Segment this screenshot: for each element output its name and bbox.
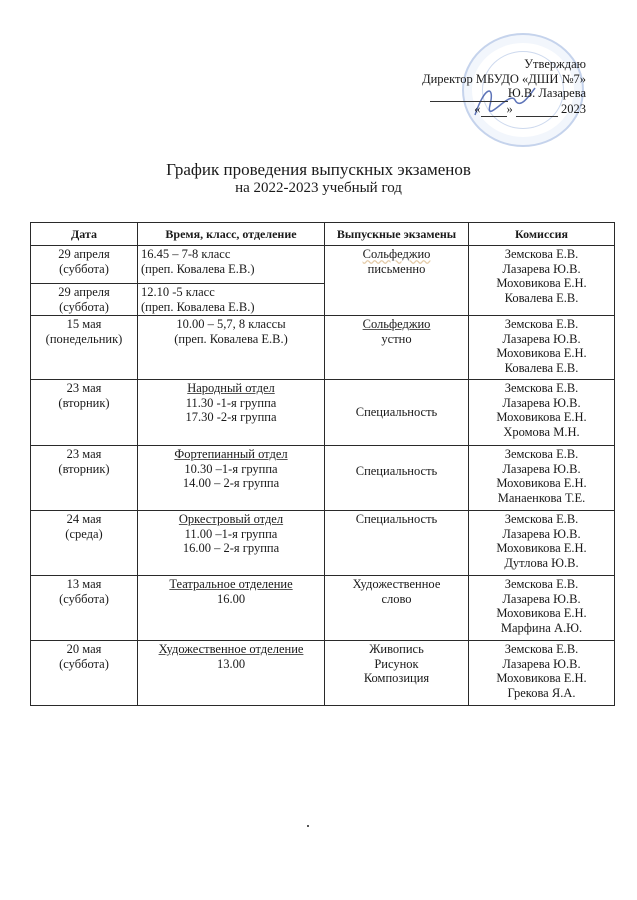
time-cell [138, 316, 325, 380]
commission-cell [469, 446, 615, 511]
commission-member: Лазарева Ю.В. [502, 261, 581, 276]
title-line-2: на 2022-2023 учебный год [235, 180, 402, 196]
approval-year: 2023 [561, 101, 586, 116]
commission-member: Грекова Я.А. [507, 685, 576, 700]
header-date: Дата [31, 223, 138, 246]
table-row [31, 576, 615, 641]
time-line: 14.00 – 2-я группа [182, 476, 280, 491]
exam-form: письменно [367, 261, 426, 276]
time-line: 17.30 -2-я группа [185, 410, 277, 425]
time-line: 16.00 – 2-я группа [182, 541, 280, 556]
time-line: (преп. Ковалева Е.В.) [174, 331, 288, 346]
time-line: 11.30 -1-я группа [185, 395, 277, 410]
time-line: (преп. Ковалева Е.В.) [141, 261, 255, 276]
commission-member: Земскова Е.В. [504, 381, 579, 396]
commission-cell [469, 246, 615, 316]
date: 29 апреля [58, 285, 110, 299]
exam-subject: Композиция [363, 671, 430, 686]
commission-member: Лазарева Ю.В. [502, 331, 581, 346]
time-cell [138, 246, 325, 284]
commission-cell [469, 576, 615, 641]
exam-cell [325, 380, 469, 446]
approval-block [422, 57, 586, 117]
time-cell [138, 284, 325, 316]
department-name: Художественное отделение [158, 642, 304, 657]
commission-member: Ковалева Е.В. [504, 360, 579, 375]
commission-member: Моховикова Е.Н. [496, 606, 587, 621]
table-row [31, 641, 615, 706]
time-cell [138, 446, 325, 511]
date: 13 мая [66, 577, 102, 592]
commission-cell [469, 380, 615, 446]
weekday: (суббота) [59, 261, 109, 276]
exam-subject: Художественное [352, 577, 441, 592]
commission-member: Лазарева Ю.В. [502, 656, 581, 671]
weekday: (среда) [65, 526, 103, 541]
exam-cell [325, 246, 469, 316]
exam-cell [325, 641, 469, 706]
approval-date: « » 2023 [474, 101, 586, 116]
commission-member: Земскова Е.В. [504, 642, 579, 657]
commission-cell [469, 316, 615, 380]
commission-member: Моховикова Е.Н. [496, 671, 587, 686]
date-cell [31, 380, 138, 446]
commission-member: Дутлова Ю.В. [504, 555, 579, 570]
time-line: 13.00 [216, 656, 246, 671]
commission-member: Лазарева Ю.В. [502, 461, 581, 476]
exam-subject: слово [381, 591, 412, 606]
date-cell [31, 446, 138, 511]
commission-cell [469, 641, 615, 706]
time-line: (преп. Ковалева Е.В.) [141, 299, 255, 314]
department-name: Фортепианный отдел [174, 447, 288, 462]
commission-member: Моховикова Е.Н. [496, 476, 587, 491]
commission-member: Земскова Е.В. [504, 247, 579, 261]
department-name: Оркестровый отдел [178, 512, 284, 527]
date-cell [31, 246, 138, 284]
exam-subject: Сольфеджио [362, 247, 431, 261]
time-cell [138, 511, 325, 576]
approval-line-3 [422, 86, 586, 102]
weekday: (суббота) [59, 299, 109, 314]
exam-cell [325, 446, 469, 511]
commission-member: Моховикова Е.Н. [496, 346, 587, 361]
table-row [31, 380, 615, 446]
date-cell [31, 576, 138, 641]
commission-member: Лазарева Ю.В. [502, 591, 581, 606]
exam-subject: Специальность [355, 405, 438, 420]
exam-subject: Живопись [369, 642, 424, 657]
approval-line-1: Утверждаю [524, 57, 586, 71]
commission-member: Земскова Е.В. [504, 577, 579, 592]
department-name: Театральное отделение [169, 577, 293, 592]
date-cell [31, 641, 138, 706]
weekday: (суббота) [59, 656, 109, 671]
table-row [31, 446, 615, 511]
table-row [31, 316, 615, 380]
commission-cell [469, 511, 615, 576]
commission-member: Ковалева Е.В. [504, 290, 579, 305]
time-cell [138, 576, 325, 641]
time-line: 10.00 – 5,7, 8 классы [176, 317, 286, 332]
commission-member: Земскова Е.В. [504, 512, 579, 527]
exam-subject: Сольфеджио [362, 317, 431, 332]
date: 23 мая [66, 381, 102, 396]
date-cell [31, 316, 138, 380]
commission-member: Моховикова Е.Н. [496, 410, 587, 425]
scan-speck [307, 825, 309, 827]
table-row [31, 246, 615, 284]
table-header-row [31, 223, 615, 246]
weekday: (вторник) [58, 461, 110, 476]
time-line: 11.00 –1-я группа [184, 526, 278, 541]
date: 15 мая [66, 317, 102, 332]
department-name: Народный отдел [187, 381, 275, 396]
date-cell [31, 284, 138, 316]
weekday: (понедельник) [45, 331, 123, 346]
exam-cell [325, 316, 469, 380]
time-cell [138, 380, 325, 446]
exam-subject: Специальность [355, 512, 438, 527]
weekday: (суббота) [59, 591, 109, 606]
commission-member: Земскова Е.В. [504, 447, 579, 462]
commission-member: Земскова Е.В. [504, 317, 579, 332]
header-commission: Комиссия [469, 223, 615, 246]
date: 20 мая [66, 642, 102, 657]
time-line: 12.10 -5 класс [141, 285, 215, 299]
commission-member: Хромова М.Н. [503, 424, 580, 439]
exam-schedule-table [30, 222, 615, 706]
time-line: 10.30 –1-я группа [184, 461, 278, 476]
date: 24 мая [66, 512, 102, 527]
commission-member: Моховикова Е.Н. [496, 541, 587, 556]
date: 23 мая [66, 447, 102, 462]
commission-member: Лазарева Ю.В. [502, 526, 581, 541]
date-cell [31, 511, 138, 576]
title-line-1: График проведения выпускных экзаменов [166, 160, 471, 179]
commission-member: Марфина А.Ю. [500, 620, 583, 635]
exam-subject: Специальность [355, 463, 438, 478]
time-cell [138, 641, 325, 706]
exam-cell [325, 511, 469, 576]
table-row [31, 511, 615, 576]
header-exams: Выпускные экзамены [325, 223, 469, 246]
header-time: Время, класс, отделение [138, 223, 325, 246]
commission-member: Манаенкова Т.Е. [497, 490, 586, 505]
time-line: 16.00 [216, 591, 246, 606]
exam-cell [325, 576, 469, 641]
commission-member: Лазарева Ю.В. [502, 395, 581, 410]
commission-member: Моховикова Е.Н. [496, 276, 587, 291]
director-name: Ю.В. Лазарева [507, 86, 586, 100]
document-title [0, 160, 637, 197]
weekday: (вторник) [58, 395, 110, 410]
approval-line-2: Директор МБУДО «ДШИ №7» [422, 71, 586, 86]
exam-form: устно [381, 331, 412, 346]
exam-subject: Рисунок [374, 656, 419, 671]
date: 29 апреля [58, 247, 110, 261]
time-line: 16.45 – 7-8 класс [141, 247, 231, 261]
